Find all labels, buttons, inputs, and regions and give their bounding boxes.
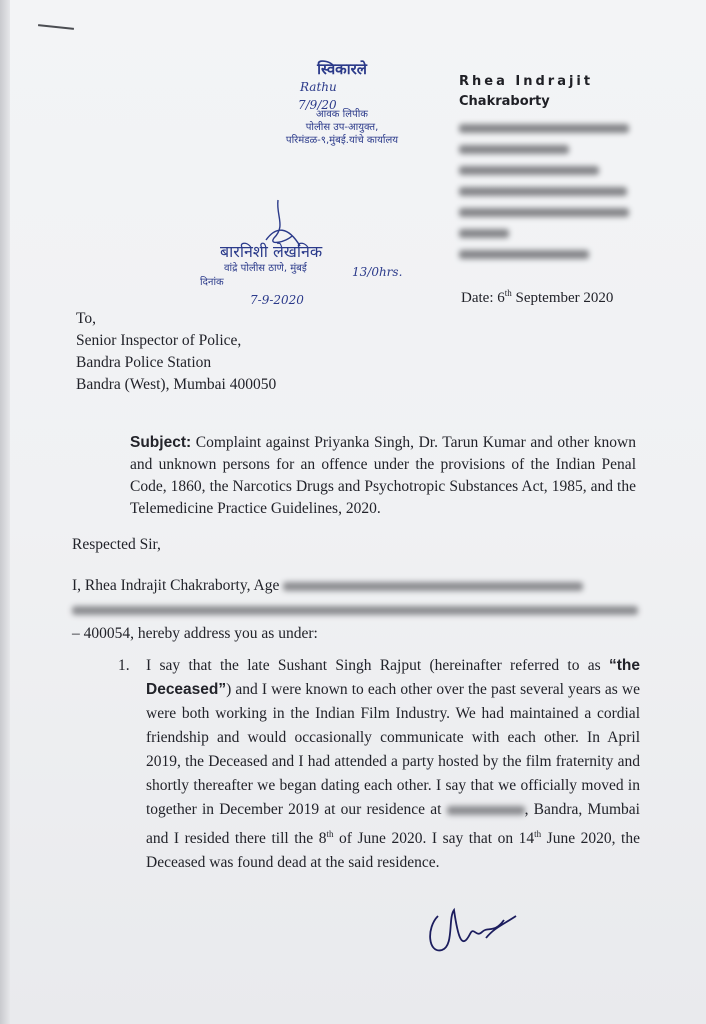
- stamp-handwritten-date: 7/9/20: [298, 98, 337, 112]
- intro-paragraph: I, Rhea Indrajit Chakraborty, Age – 400054, hereby address you as under:: [72, 574, 642, 646]
- station-stamp-title: बारनिशी लेखनिक: [220, 242, 323, 261]
- station-stamp-name: वांद्रे पोलीस ठाणे, मुंबई: [224, 263, 307, 274]
- redacted-address-line: [459, 250, 589, 259]
- recipient-line1: Senior Inspector of Police,: [76, 332, 242, 349]
- redacted-address-line: [459, 208, 629, 217]
- sender-block: [459, 72, 629, 271]
- redacted-age-address: [283, 582, 583, 591]
- stamp-clerk: आवक लिपीक: [316, 109, 368, 120]
- stamp-title: स्विकारले: [317, 60, 367, 78]
- stamp-office-line1: पोलीस उप-आयुक्त,: [305, 122, 379, 133]
- subject-paragraph: [130, 432, 636, 520]
- subject-label: Subject:: [130, 434, 192, 451]
- station-stamp-date-label: दिनांक: [200, 277, 224, 288]
- sender-name-line1: Rhea Indrajit: [459, 74, 594, 89]
- paragraph-number: 1.: [118, 657, 130, 674]
- paragraph-1: 1. I say that the late Sushant Singh Rajput (hereinafter referred to as “the Deceased”) and I were known to each other over the past several years as we were both working in the Indian Film Industry. We had maintained a cordial friendship and would occasionally communicate with each other. In April 2019, the Deceased and I had attended a party hosted by the film fraternity and shortly thereafter we began dating each other. I say that we officially moved in together in December 2019 at our residence at , Bandra, Mumbai and I resided there till the 8th of June 2020. I say that on 14th June 2020, the Deceased was found dead at the said residence.: [146, 654, 640, 875]
- recipient-block: [76, 308, 276, 396]
- greeting: Respected Sir,: [72, 536, 161, 553]
- letter-date: Date: 6th September 2020: [461, 288, 614, 306]
- redacted-address-line: [459, 145, 569, 154]
- redacted-residence: [447, 806, 525, 815]
- redacted-address-line: [459, 124, 629, 133]
- station-time: 13/0hrs.: [352, 265, 403, 279]
- sender-name-line2: Chakraborty: [459, 94, 550, 109]
- recipient-line3: Bandra (West), Mumbai 400050: [76, 376, 277, 393]
- redacted-address-line: [459, 229, 509, 238]
- subject-text: Complaint against Priyanka Singh, Dr. Tarun Kumar and other known and unknown persons for an offence under the provisions of the Indian Penal Code, 1860, the Narcotics Drugs and Psychotropic Substances Act, 1985, and the Telemedicine Practice Guidelines, 2020.: [130, 434, 636, 517]
- recipient-line2: Bandra Police Station: [76, 354, 212, 371]
- stamp-office-line2: परिमंडळ-९,मुंबई.यांचे कार्यालय: [285, 135, 399, 146]
- redacted-address: [72, 606, 638, 615]
- stamp-signature: Rathu: [300, 80, 337, 94]
- staple-pin: [38, 24, 74, 30]
- station-date: 7-9-2020: [250, 293, 304, 307]
- recipient-to: To,: [76, 310, 97, 327]
- complainant-signature: [424, 898, 524, 968]
- redacted-address-line: [459, 187, 627, 196]
- redacted-address-line: [459, 166, 599, 175]
